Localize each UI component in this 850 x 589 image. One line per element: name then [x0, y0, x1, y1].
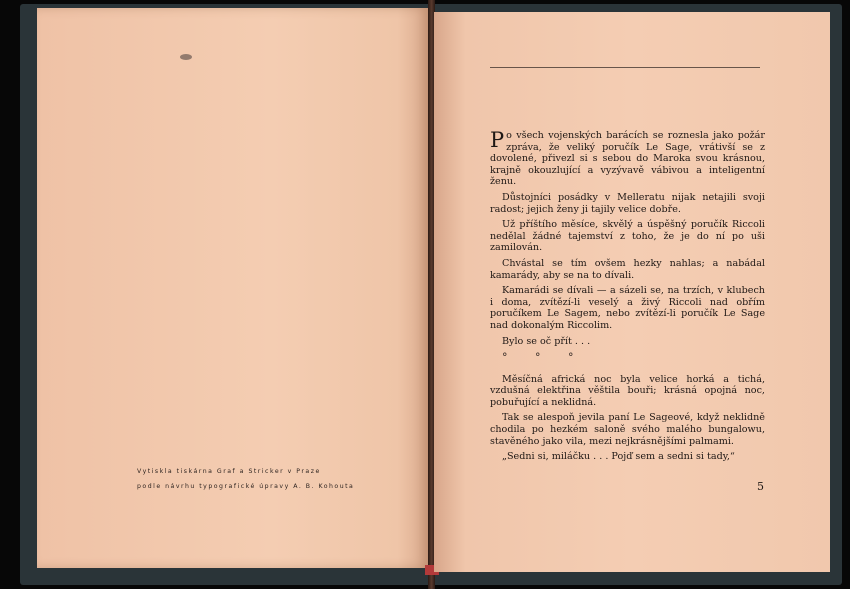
- page-number: 5: [757, 480, 764, 493]
- paragraph: Měsíčná africká noc byla velice horká a tichá, vzdušná elektřina věštila bouři; krásná opojná noc, pobuřující a neklidná.: [490, 373, 765, 408]
- colophon-design: podle návrhu typografické úpravy A. B. Kohouta: [137, 483, 355, 490]
- paragraph: Tak se alespoň jevila paní Le Sageové, když neklidně chodila po hezkém saloně svého malého bungalowu, stavěného jako vila, mezi nejkrásnějšími palmami.: [490, 412, 765, 447]
- paragraph: Chvástal se tím ovšem hezky nahlas; a nabádal kamarády, aby se na to dívali.: [490, 257, 765, 281]
- section-separator: ° ° °: [502, 351, 586, 365]
- paragraph: „Sedni si, miláčku . . . Pojď sem a sedni si tady,“: [502, 451, 735, 463]
- right-page: [434, 12, 830, 572]
- paragraph: Kamarádi se dívali — a sázeli se, na trzích, v klubech i doma, zvítězí-li veselý a živý Riccoli nad obřím poručíkem Le Sagem, nebo zvítězí-li poručík Le Sage nad dokonalým Riccolim.: [490, 285, 765, 331]
- paragraph: Bylo se oč přít . . .: [502, 335, 591, 347]
- chapter-text: [490, 130, 765, 467]
- paragraph: Už příštího měsíce, skvělý a úspěšný poručík Riccoli nedělal žádné tajemství z toho, že je do ní po uši zamilován.: [490, 219, 765, 254]
- paragraph: Důstojníci posádky v Melleratu nijak netajili svoji radost; jejich ženy ji tajily velice dobře.: [490, 191, 765, 215]
- colophon-printer: Vytiskla tiskárna Graf a Stricker v Praze: [137, 468, 321, 475]
- header-rule: [490, 67, 760, 68]
- ink-smudge: [180, 54, 192, 60]
- left-page: [37, 8, 429, 568]
- paragraph: Po všech vojenských barácích se roznesla jako požár zpráva, že veliký poručík Le Sage, vrátivší se z dovolené, přivezl si s sebou do Maroka svou krásnou, krajně okouzlující a vyzývavě vábivou a inteligentní ženu.: [490, 128, 765, 188]
